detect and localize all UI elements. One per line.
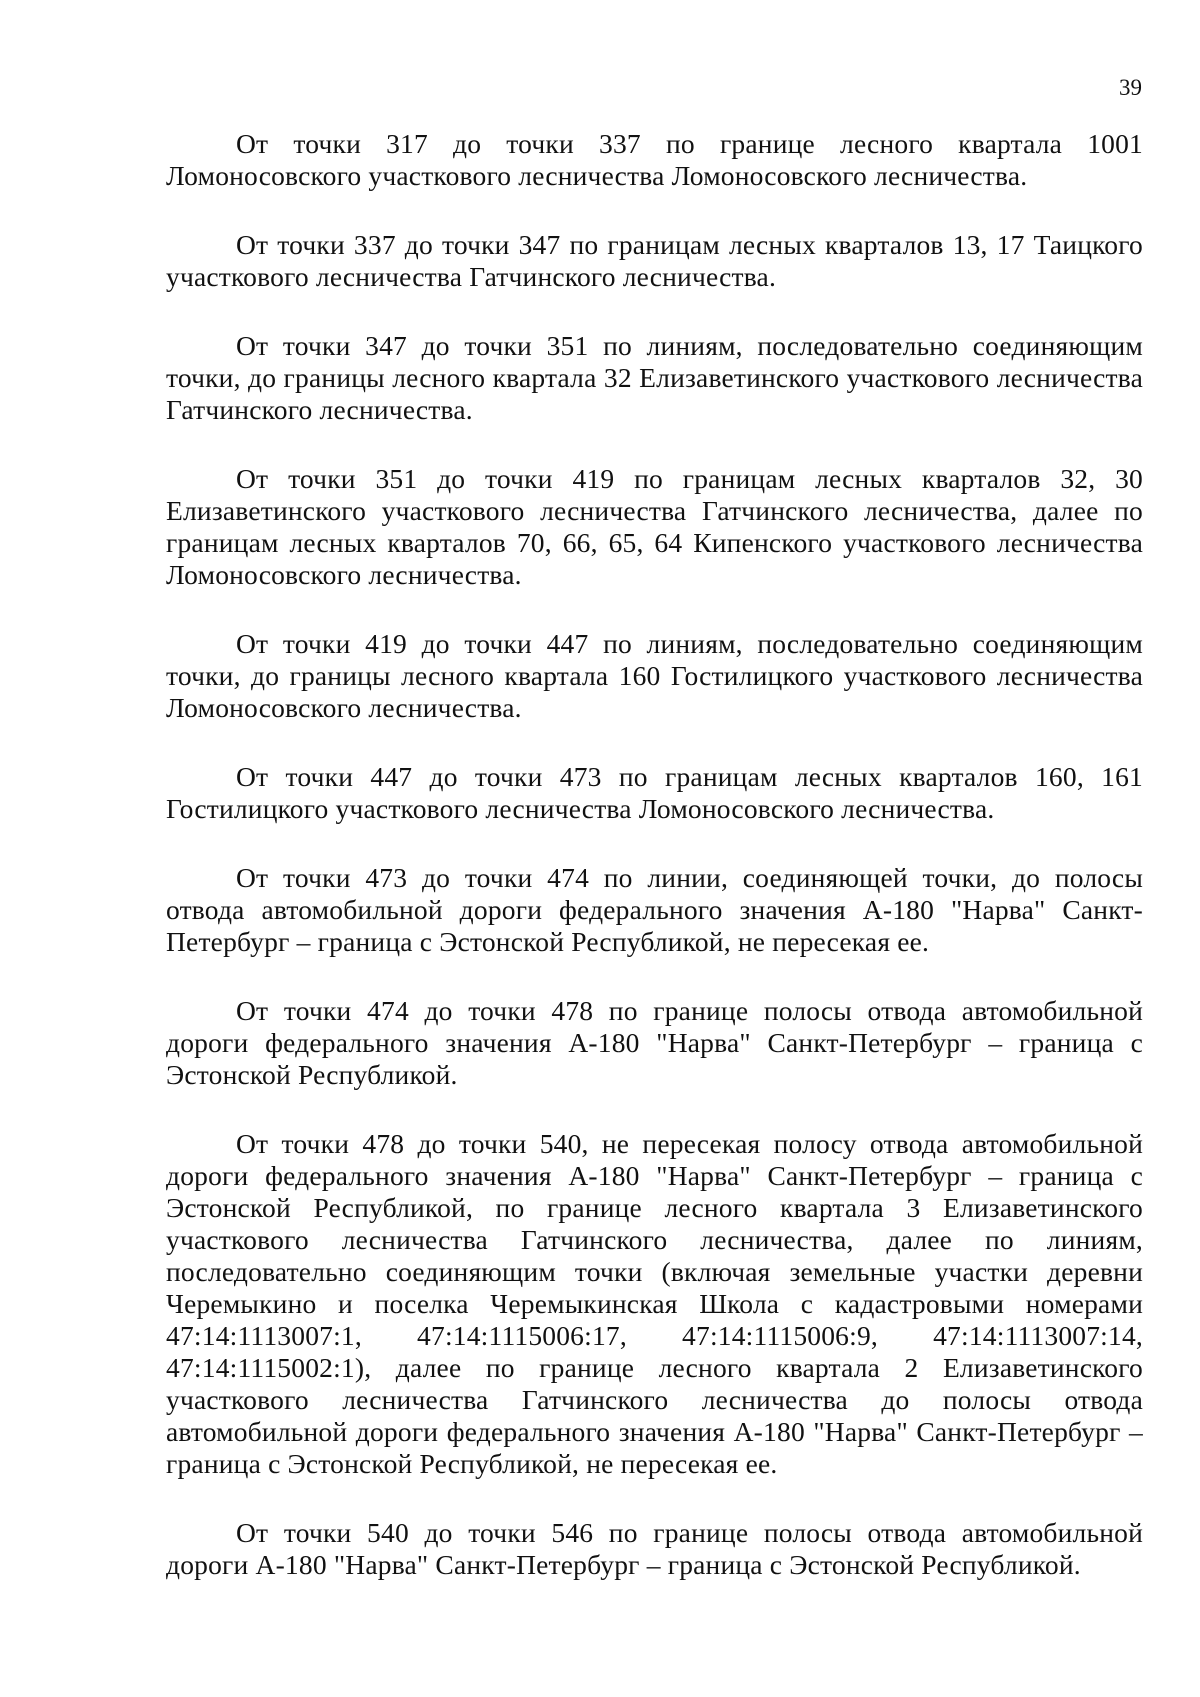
paragraph-7: От точки 473 до точки 474 по линии, соединяющей точки, до полосы отвода автомобильной дороги федерального значения А-180 "Нарва" Санкт-Петербург – граница с Эстонской Республикой, не пересекая ее.	[166, 862, 1143, 957]
paragraph-5: От точки 419 до точки 447 по линиям, последовательно соединяющим точки, до границы лесного квартала 160 Гостилицкого участкового лесничества Ломоносовского лесничества.	[166, 628, 1143, 723]
paragraph-2: От точки 337 до точки 347 по границам лесных кварталов 13, 17 Таицкого участкового лесничества Гатчинского лесничества.	[166, 229, 1143, 292]
paragraph-8: От точки 474 до точки 478 по границе полосы отвода автомобильной дороги федерального значения А-180 "Нарва" Санкт-Петербург – граница с Эстонской Республикой.	[166, 995, 1143, 1090]
document-body	[166, 128, 1143, 1581]
page-number: 39	[1119, 75, 1142, 100]
paragraph-4: От точки 351 до точки 419 по границам лесных кварталов 32, 30 Елизаветинского участкового лесничества Гатчинского лесничества, далее по границам лесных кварталов 70, 66, 65, 64 Кипенского участкового лесничества Ломоносовского лесничества.	[166, 463, 1143, 590]
paragraph-6: От точки 447 до точки 473 по границам лесных кварталов 160, 161 Гостилицкого участкового лесничества Ломоносовского лесничества.	[166, 761, 1143, 824]
paragraph-1: От точки 317 до точки 337 по границе лесного квартала 1001 Ломоносовского участкового лесничества Ломоносовского лесничества.	[166, 128, 1143, 191]
paragraph-3: От точки 347 до точки 351 по линиям, последовательно соединяющим точки, до границы лесного квартала 32 Елизаветинского участкового лесничества Гатчинского лесничества.	[166, 330, 1143, 425]
paragraph-10: От точки 540 до точки 546 по границе полосы отвода автомобильной дороги А-180 "Нарва" Санкт-Петербург – граница с Эстонской Республикой.	[166, 1517, 1143, 1580]
paragraph-9: От точки 478 до точки 540, не пересекая полосу отвода автомобильной дороги федерального значения А-180 "Нарва" Санкт-Петербург – граница с Эстонской Республикой, по границе лесного квартала 3 Елизаветинского участкового лесничества Гатчинского лесничества, далее по линиям, последовательно соединяющим точки (включая земельные участки деревни Черемыкино и поселка Черемыкинская Школа с кадастровыми номерами 47:14:1113007:1, 47:14:1115006:17, 47:14:1115006:9, 47:14:1113007:14, 47:14:1115002:1), далее по границе лесного квартала 2 Елизаветинского участкового лесничества Гатчинского лесничества до полосы отвода автомобильной дороги федерального значения А-180 "Нарва" Санкт-Петербург – граница с Эстонской Республикой, не пересекая ее.	[166, 1128, 1143, 1479]
